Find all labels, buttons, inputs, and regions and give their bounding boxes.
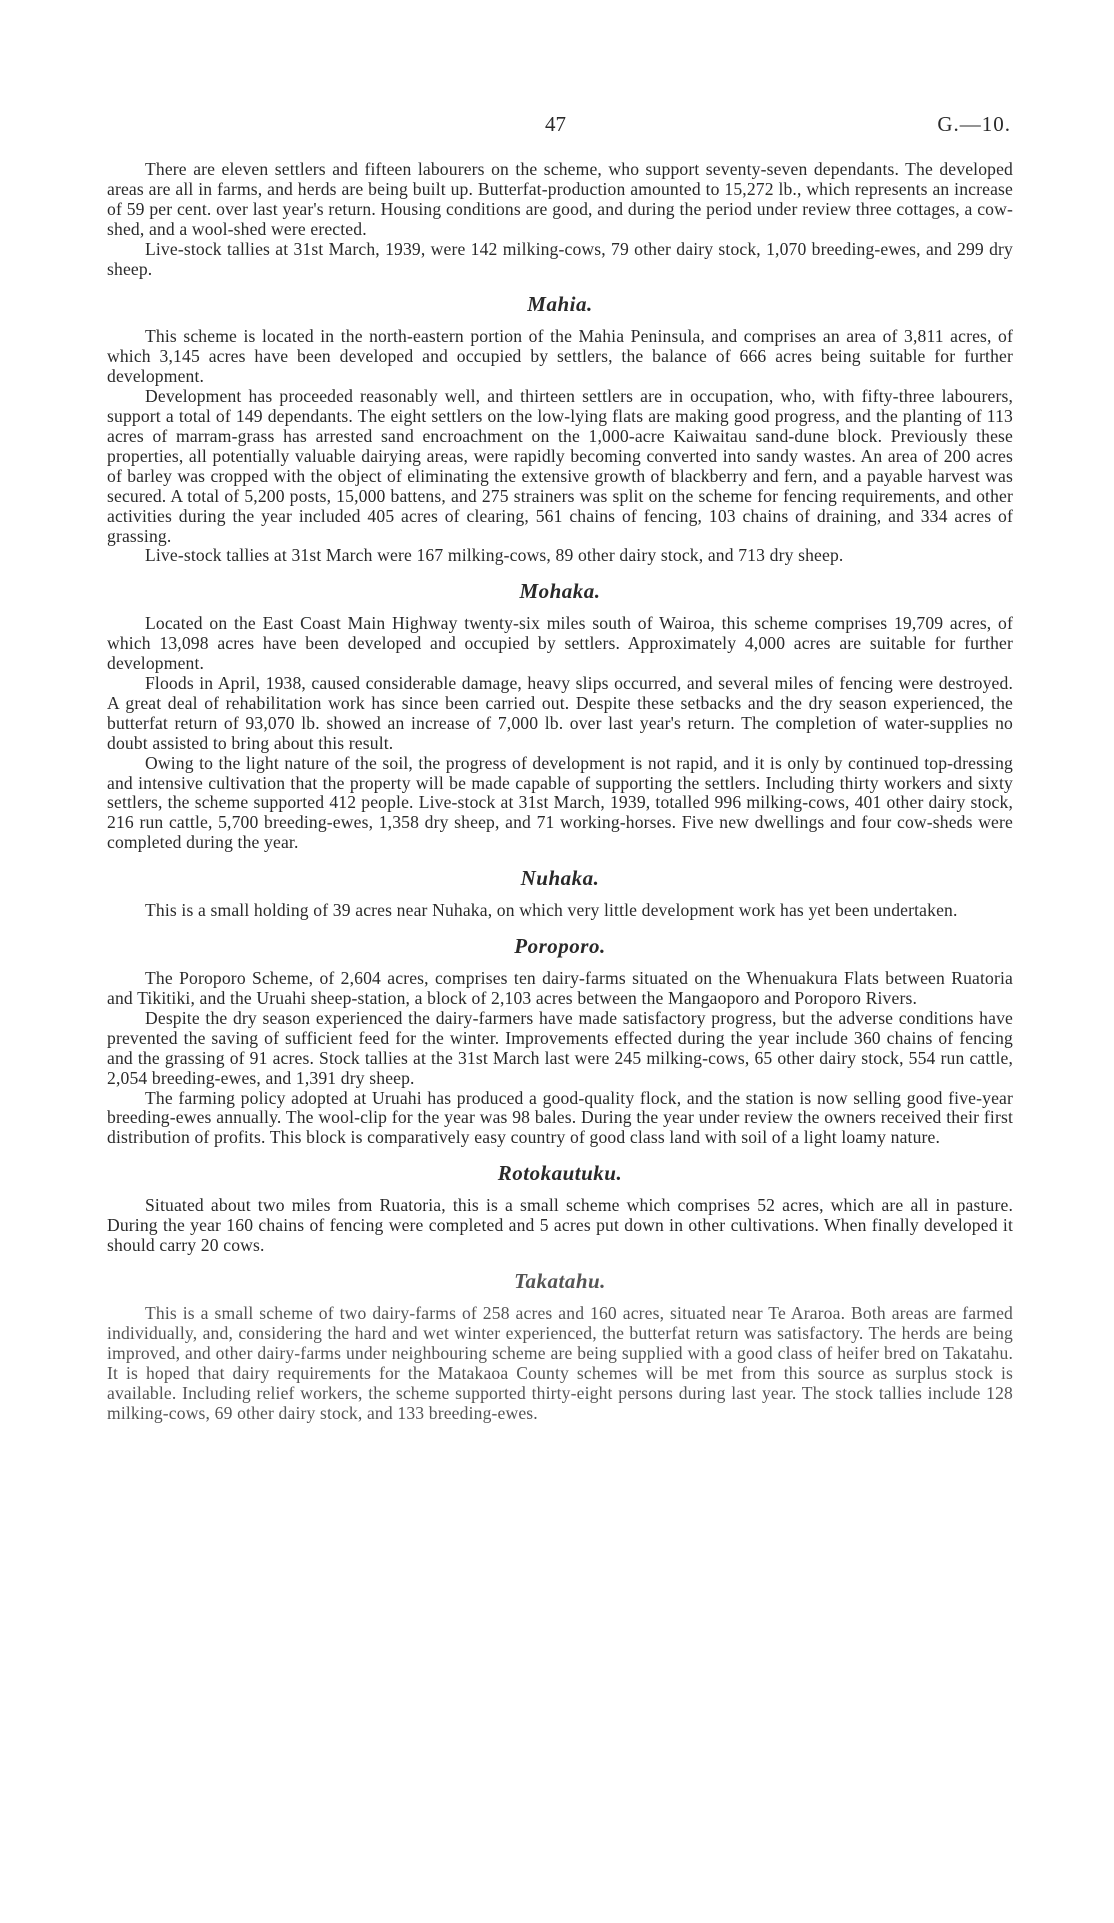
paragraph: The farming policy adopted at Uruahi has produced a good-quality flock, and the station is now selling good five-year breeding-ewes annually. The wool-clip for the year was 98 bales. During the year under review the owners received their first distribution of profits. This block is comparatively easy country of good class land with soil of a light loamy nature. (107, 1087, 1013, 1148)
section-rotokautuku (107, 1160, 1013, 1256)
section-heading: Mahia. (527, 292, 593, 317)
intro-section (107, 160, 1013, 279)
section-heading: Rotokautuku. (497, 1161, 623, 1186)
paragraph: This is a small scheme of two dairy-farms of 258 acres and 160 acres, situated near Te Araroa. Both areas are farmed individually, and, considering the hard and wet winter experienced, the butterfat return was satisfactory. The herds are being improved, and other dairy-farms under neighbouring scheme are being supplied with a good class of heifer bred on Takatahu. It is hoped that dairy requirements for the Matakaoa County schemes will be met from this source as surplus stock is available. Including relief workers, the scheme supported thirty-eight persons during last year. The stock tallies include 128 milking-cows, 69 other dairy stock, and 133 breeding-ewes. (107, 1302, 1013, 1423)
paragraph: Live-stock tallies at 31st March, 1939, were 142 milking-cows, 79 other dairy stock, 1,070 breeding-ewes, and 299 dry sheep. (107, 238, 1013, 279)
paragraph: Floods in April, 1938, caused considerable damage, heavy slips occurred, and several miles of fencing were destroyed. A great deal of rehabilitation work has since been carried out. Despite these setbacks and the dry season experienced, the butterfat return of 93,070 lb. showed an increase of 7,000 lb. over last year's return. The completion of water-supplies no doubt assisted to bring about this result. (107, 673, 1013, 753)
paragraph: Situated about two miles from Ruatoria, this is a small scheme which comprises 52 acres, which are all in pasture. During the year 160 chains of fencing were completed and 5 acres put down in other cultivations. When finally developed it should carry 20 cows. (107, 1195, 1013, 1256)
section-nuhaka (107, 865, 1013, 921)
section-heading: Nuhaka. (520, 866, 600, 891)
paragraph: Located on the East Coast Main Highway twenty-six miles south of Wairoa, this scheme comprises 19,709 acres, of which 13,098 acres have been developed and occupied by settlers. Approximately 4,000 acres are suitable for further development. (107, 613, 1013, 674)
paragraph: Despite the dry season experienced the dairy-farmers have made satisfactory progress, but the adverse conditions have prevented the saving of sufficient feed for the winter. Improvements effected during the year include 360 chains of fencing and the grassing of 91 acres. Stock tallies at the 31st March last were 245 milking-cows, 65 other dairy stock, 554 run cattle, 2,054 breeding-ewes, and 1,391 dry sheep. (107, 1007, 1013, 1088)
section-heading: Mohaka. (519, 579, 601, 604)
paragraph: This is a small holding of 39 acres near Nuhaka, on which very little development work has yet been undertaken. (145, 900, 958, 921)
page-header (0, 112, 1114, 142)
section-heading: Poroporo. (514, 934, 606, 959)
section-takatahu (107, 1268, 1013, 1423)
paragraph: Owing to the light nature of the soil, the progress of development is not rapid, and it is only by continued top-dressing and intensive cultivation that the property will be made capable of supporting the settlers. Including thirty workers and sixty settlers, the scheme supported 412 people. Live-stock at 31st March, 1939, totalled 996 milking-cows, 401 other dairy stock, 216 run cattle, 5,700 breeding-ewes, 1,358 dry sheep, and 71 working-horses. Five new dwellings and four cow-sheds were completed during the year. (107, 752, 1013, 853)
paragraph: This scheme is located in the north-eastern portion of the Mahia Peninsula, and comprises an area of 3,811 acres, of which 3,145 acres have been developed and occupied by settlers, the balance of 666 acres being suitable for further development. (107, 326, 1013, 387)
paragraph: Development has proceeded reasonably well, and thirteen settlers are in occupation, who, with fifty-three labourers, support a total of 149 dependants. The eight settlers on the low-lying flats are making good progress, and the planting of 113 acres of marram-grass has arrested sand encroachment on the 1,000-acre Kaiwaitau sand-dune block. Previously these properties, all potentially valuable dairying areas, were rapidly becoming converted into sandy wastes. An area of 200 acres of barley was cropped with the object of eliminating the extensive growth of blackberry and fern, and a payable harvest was secured. A total of 5,200 posts, 15,000 battens, and 275 strainers was split on the scheme for fencing requirements, and other activities during the year included 405 acres of clearing, 561 chains of fencing, 103 chains of draining, and 334 acres of grassing. (107, 386, 1013, 546)
paragraph: The Poroporo Scheme, of 2,604 acres, comprises ten dairy-farms situated on the Whenuakura Flats between Ruatoria and Tikitiki, and the Uruahi sheep-station, a block of 2,103 acres between the Mangaoporo and Poroporo Rivers. (107, 968, 1013, 1008)
paragraph: Live-stock tallies at 31st March were 167 milking-cows, 89 other dairy stock, and 713 dry sheep. (145, 545, 844, 566)
paragraph: There are eleven settlers and fifteen labourers on the scheme, who support seventy-seven dependants. The developed areas are all in farms, and herds are being built up. Butterfat-production amounted to 15,272 lb., which represents an increase of 59 per cent. over last year's return. Housing conditions are good, and during the period under review three cottages, a cow-shed, and a wool-shed were erected. (107, 159, 1013, 239)
section-mohaka (107, 578, 1013, 853)
document-reference: G.—10. (937, 112, 1011, 136)
section-heading: Takatahu. (514, 1268, 606, 1293)
page-number: 47 (545, 112, 566, 136)
document-body (107, 160, 1013, 1423)
section-poroporo (107, 933, 1013, 1148)
section-mahia (107, 291, 1013, 566)
